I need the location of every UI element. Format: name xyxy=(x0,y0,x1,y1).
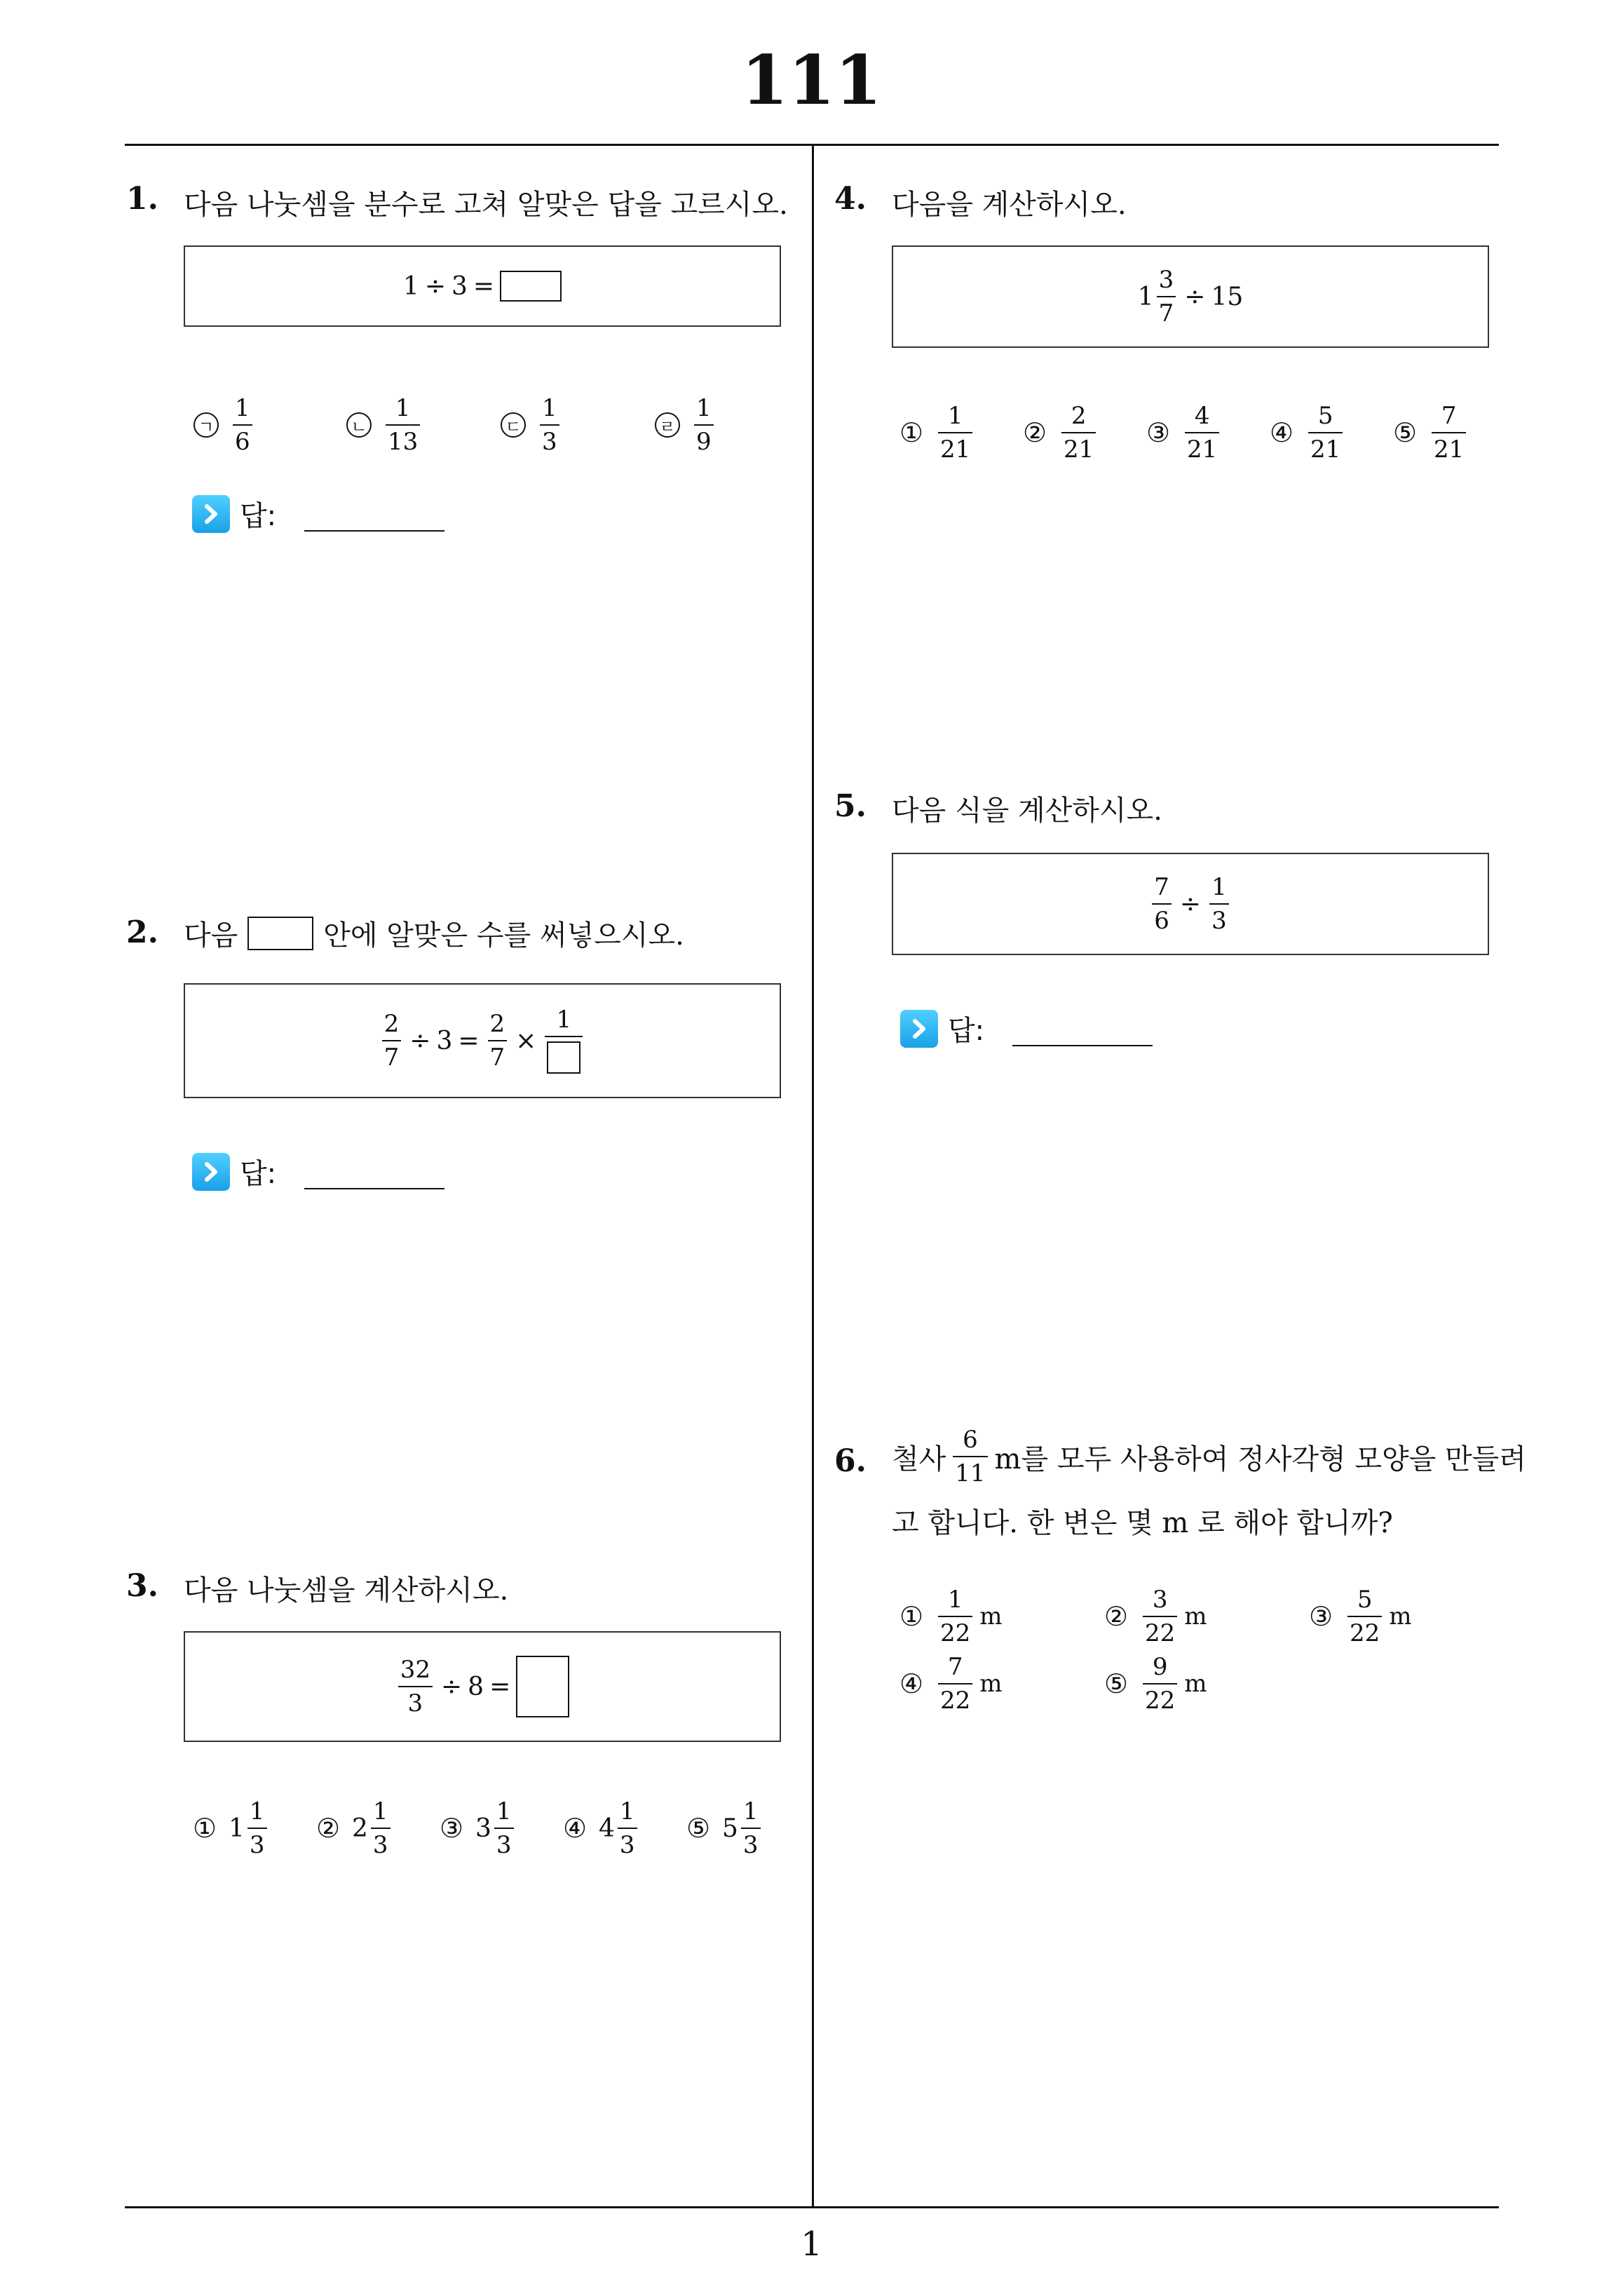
q3-option-2[interactable] xyxy=(315,1799,393,1857)
numerator: 9 xyxy=(1152,1653,1168,1681)
q6-wire-length xyxy=(953,1428,987,1485)
q4-option-2-mark: ② xyxy=(1022,417,1047,448)
denominator: 22 xyxy=(1350,1619,1380,1647)
q5-fraction-2 xyxy=(1209,875,1229,933)
q6-option-2[interactable] xyxy=(1103,1588,1207,1645)
q6-option-4-mark: ④ xyxy=(899,1668,924,1699)
q3-option-2-value xyxy=(352,1799,393,1857)
whole-part: 1 xyxy=(1137,282,1154,311)
numerator: 3 xyxy=(1158,266,1174,294)
q5-expression-box xyxy=(892,853,1489,955)
denominator: 22 xyxy=(1145,1687,1176,1715)
q6-option-1-fraction xyxy=(938,1588,972,1645)
q4-option-4-mark: ④ xyxy=(1269,417,1294,448)
q1-option-4-mark: ㄹ xyxy=(655,412,680,438)
q6-text-b: m를 모두 사용하여 정사각형 모양을 만들려 xyxy=(994,1443,1526,1475)
answer-label: 답: xyxy=(240,500,277,532)
denominator-blank-holder xyxy=(545,1037,583,1074)
q3-equals-sign: = xyxy=(489,1672,511,1701)
q1-option-4-fraction xyxy=(694,396,714,454)
whole-part: 2 xyxy=(352,1814,368,1843)
unit-label: m xyxy=(979,1602,1003,1630)
numerator: 32 xyxy=(400,1656,430,1684)
q2-answer-row xyxy=(192,1152,444,1191)
q3-expression-box xyxy=(184,1631,781,1742)
q2-text-after: 안에 알맞은 수를 써넣으시오. xyxy=(323,919,684,952)
q3-option-4[interactable] xyxy=(562,1799,640,1857)
q6-text-a: 철사 xyxy=(892,1443,946,1475)
denominator: 3 xyxy=(407,1689,423,1717)
q1-option-1-mark: ㄱ xyxy=(193,412,219,438)
q3-option-3[interactable] xyxy=(439,1799,517,1857)
numerator: 1 xyxy=(619,1797,635,1825)
q2-number: 2. xyxy=(126,914,158,950)
numerator: 6 xyxy=(963,1426,978,1454)
q3-option-3-mark: ③ xyxy=(439,1813,464,1844)
denominator: 22 xyxy=(940,1687,971,1715)
q1-option-2-fraction xyxy=(386,396,420,454)
q5-number: 5. xyxy=(834,788,867,824)
numerator: 7 xyxy=(1154,873,1169,901)
q2-expression-box xyxy=(184,983,781,1098)
q3-option-4-mark: ④ xyxy=(562,1813,588,1844)
whole-part: 5 xyxy=(722,1814,738,1843)
denominator: 9 xyxy=(696,428,712,456)
numerator: 1 xyxy=(696,394,712,422)
whole-part: 1 xyxy=(229,1814,245,1843)
q4-expression-box xyxy=(892,245,1489,348)
q1-option-3[interactable] xyxy=(501,396,562,454)
q6-text-line-2: 고 합니다. 한 변은 몇 m 로 해야 합니까? xyxy=(892,1507,1393,1539)
q1-option-4[interactable] xyxy=(655,396,717,454)
numerator: 2 xyxy=(383,1010,400,1038)
chevron-right-icon xyxy=(900,1010,938,1048)
q2-multiply-sign: × xyxy=(515,1026,537,1055)
q1-option-1[interactable] xyxy=(193,396,255,454)
chevron-right-icon xyxy=(192,1153,230,1191)
numerator: 1 xyxy=(947,402,963,430)
denominator: 22 xyxy=(940,1619,971,1647)
q6-option-2-mark: ② xyxy=(1103,1601,1129,1632)
denominator: 3 xyxy=(496,1831,512,1859)
denominator: 3 xyxy=(742,1831,759,1859)
q4-option-3-mark: ③ xyxy=(1146,417,1171,448)
q1-option-2-mark: ㄴ xyxy=(346,412,372,438)
denominator: 3 xyxy=(1211,907,1227,935)
denominator: 7 xyxy=(489,1044,505,1072)
denominator: 6 xyxy=(1154,907,1169,935)
q2-equals-sign: = xyxy=(458,1026,480,1055)
unit-label: m xyxy=(1184,1602,1207,1630)
q3-option-1[interactable] xyxy=(192,1799,270,1857)
answer-label: 답: xyxy=(948,1015,985,1047)
q4-option-5[interactable] xyxy=(1392,402,1469,464)
q2-text xyxy=(184,913,684,953)
q1-text: 다음 나눗셈을 분수로 고쳐 알맞은 답을 고르시오. xyxy=(184,189,788,221)
q4-divisor: 15 xyxy=(1211,282,1244,311)
denominator: 3 xyxy=(249,1831,265,1859)
q1-option-3-mark: ㄷ xyxy=(501,412,526,438)
q6-option-4[interactable] xyxy=(899,1655,1003,1713)
q1-divisor: 3 xyxy=(451,271,468,301)
q4-option-1[interactable] xyxy=(899,402,975,464)
footer-rule xyxy=(125,2206,1499,2208)
q4-option-5-mark: ⑤ xyxy=(1392,417,1418,448)
q6-option-5-fraction xyxy=(1143,1655,1177,1713)
answer-label: 답: xyxy=(240,1158,277,1190)
denominator: 21 xyxy=(1434,435,1465,464)
q2-inline-blank xyxy=(247,917,313,950)
q2-fraction-3 xyxy=(545,1008,583,1074)
q3-option-1-value xyxy=(229,1799,270,1857)
q6-option-5-mark: ⑤ xyxy=(1103,1668,1129,1699)
denominator: 21 xyxy=(1187,435,1218,464)
q3-option-2-mark: ② xyxy=(315,1813,341,1844)
page-title: 111 xyxy=(741,41,882,120)
whole-part: 4 xyxy=(599,1814,615,1843)
whole-part: 3 xyxy=(475,1814,491,1843)
denominator: 7 xyxy=(383,1044,400,1072)
q1-answer-field[interactable] xyxy=(304,529,444,532)
denominator: 21 xyxy=(940,435,971,464)
numerator: 1 xyxy=(947,1586,963,1614)
q1-divide-sign: ÷ xyxy=(424,271,446,301)
page-number: 1 xyxy=(801,2224,822,2264)
numerator: 2 xyxy=(1071,402,1087,430)
q2-denominator-blank xyxy=(547,1041,580,1074)
q2-text-before: 다음 xyxy=(184,919,238,952)
q5-text: 다음 식을 계산하시오. xyxy=(892,795,1162,827)
q1-option-1-fraction xyxy=(233,396,252,454)
numerator: 4 xyxy=(1194,402,1210,430)
q6-option-3-fraction xyxy=(1347,1588,1382,1645)
q3-option-3-value xyxy=(475,1799,517,1857)
chevron-right-icon xyxy=(192,495,230,533)
q1-option-3-fraction xyxy=(540,396,559,454)
q3-answer-blank xyxy=(516,1656,569,1717)
q3-option-5-mark: ⑤ xyxy=(686,1813,711,1844)
q3-option-4-value xyxy=(599,1799,640,1857)
q6-option-2-fraction xyxy=(1143,1588,1177,1645)
q4-number: 4. xyxy=(834,181,867,217)
numerator: 1 xyxy=(395,394,411,422)
q2-divide-sign: ÷ xyxy=(409,1026,431,1055)
denominator: 13 xyxy=(388,428,419,456)
fraction-part xyxy=(741,1799,761,1857)
fraction-part xyxy=(371,1799,391,1857)
numerator: 1 xyxy=(496,1797,512,1825)
q2-fraction-2 xyxy=(488,1010,508,1072)
q2-divisor: 3 xyxy=(436,1026,453,1055)
q1-option-2[interactable] xyxy=(346,396,423,454)
q3-text: 다음 나눗셈을 계산하시오. xyxy=(184,1574,509,1607)
q5-divide-sign: ÷ xyxy=(1179,889,1202,919)
q4-mixed-number xyxy=(1138,268,1179,325)
q3-divide-sign: ÷ xyxy=(441,1672,463,1701)
q5-fraction-1 xyxy=(1152,875,1172,933)
numerator: 2 xyxy=(489,1010,505,1038)
q6-option-1-mark: ① xyxy=(899,1601,924,1632)
column-divider xyxy=(812,145,814,2207)
q4-option-3[interactable] xyxy=(1146,402,1222,464)
denominator: 3 xyxy=(372,1831,388,1859)
numerator: 5 xyxy=(1357,1586,1373,1614)
fraction-part xyxy=(618,1799,637,1857)
denominator: 3 xyxy=(619,1831,635,1859)
q6-option-4-fraction xyxy=(938,1655,972,1713)
numerator: 7 xyxy=(1441,402,1457,430)
q6-option-5[interactable] xyxy=(1103,1655,1207,1713)
q4-option-1-fraction xyxy=(938,402,972,464)
q6-number: 6. xyxy=(834,1443,867,1479)
numerator: 1 xyxy=(1211,873,1227,901)
q6-option-1[interactable] xyxy=(899,1588,1003,1645)
q6-option-3-mark: ③ xyxy=(1308,1601,1333,1632)
numerator: 1 xyxy=(542,394,557,422)
numerator: 1 xyxy=(556,1006,572,1034)
q4-option-2[interactable] xyxy=(1022,402,1099,464)
denominator: 6 xyxy=(235,428,250,456)
denominator: 21 xyxy=(1310,435,1341,464)
q6-text-line-1 xyxy=(892,1428,1526,1485)
q3-fraction xyxy=(398,1658,433,1715)
q3-option-1-mark: ① xyxy=(192,1813,217,1844)
numerator: 1 xyxy=(372,1797,388,1825)
q2-answer-field[interactable] xyxy=(304,1187,444,1189)
unit-label: m xyxy=(1184,1670,1207,1698)
q4-divide-sign: ÷ xyxy=(1184,282,1206,311)
numerator: 3 xyxy=(1152,1586,1168,1614)
denominator: 7 xyxy=(1158,299,1174,327)
denominator: 11 xyxy=(955,1459,986,1487)
q4-option-1-mark: ① xyxy=(899,417,924,448)
q5-answer-field[interactable] xyxy=(1012,1044,1153,1046)
q3-divisor: 8 xyxy=(468,1672,484,1701)
numerator: 1 xyxy=(235,394,250,422)
q1-equals-sign: = xyxy=(473,271,495,301)
numerator: 1 xyxy=(249,1797,265,1825)
numerator: 1 xyxy=(742,1797,759,1825)
q1-answer-row xyxy=(192,494,444,534)
denominator: 3 xyxy=(542,428,557,456)
q4-option-2-fraction xyxy=(1061,402,1096,464)
unit-label: m xyxy=(979,1670,1003,1698)
q1-expression-box xyxy=(184,245,781,327)
q3-option-5[interactable] xyxy=(686,1799,763,1857)
q4-option-3-fraction xyxy=(1185,402,1219,464)
fraction-part xyxy=(494,1799,514,1857)
q4-option-4[interactable] xyxy=(1269,402,1345,464)
q6-option-3[interactable] xyxy=(1308,1588,1412,1645)
q1-number: 1. xyxy=(126,181,158,217)
fraction-part xyxy=(1157,268,1176,325)
q1-dividend: 1 xyxy=(402,271,419,301)
q5-answer-row xyxy=(900,1008,1153,1048)
q2-fraction-1 xyxy=(382,1010,402,1072)
q4-option-4-fraction xyxy=(1308,402,1343,464)
denominator: 21 xyxy=(1064,435,1094,464)
fraction-part xyxy=(247,1799,267,1857)
q4-option-5-fraction xyxy=(1432,402,1466,464)
numerator: 7 xyxy=(947,1653,963,1681)
numerator: 5 xyxy=(1317,402,1333,430)
q3-option-5-value xyxy=(722,1799,763,1857)
q4-text: 다음을 계산하시오. xyxy=(892,189,1127,221)
denominator: 22 xyxy=(1145,1619,1176,1647)
q3-number: 3. xyxy=(126,1568,158,1604)
unit-label: m xyxy=(1389,1602,1412,1630)
q1-answer-blank xyxy=(500,271,562,302)
